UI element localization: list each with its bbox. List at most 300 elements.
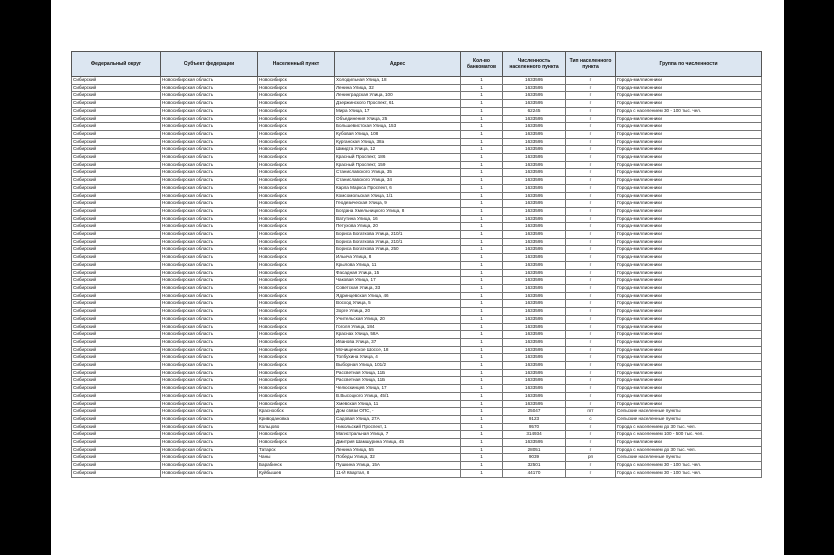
- table-cell: 1633595: [503, 200, 566, 208]
- table-row: [72, 107, 762, 115]
- table-cell: Новосибирск: [258, 154, 335, 162]
- table-cell: Новосибирск: [258, 92, 335, 100]
- table-cell: Города-миллионники: [616, 277, 762, 285]
- table-cell: 1: [461, 408, 503, 416]
- table-cell: Новосибирск: [258, 100, 335, 108]
- table-cell: Сибирский: [72, 123, 161, 131]
- table-cell: Новосибирская область: [161, 323, 258, 331]
- table-cell: Города-миллионники: [616, 308, 762, 316]
- table-cell: Новосибирская область: [161, 254, 258, 262]
- table-row: [72, 215, 762, 223]
- table-cell: Новосибирская область: [161, 338, 258, 346]
- table-cell: Новосибирская область: [161, 115, 258, 123]
- table-cell: Сибирский: [72, 177, 161, 185]
- table-cell: 1: [461, 431, 503, 439]
- table-cell: 1: [461, 200, 503, 208]
- table-cell: Большевистская Улица, 153: [335, 123, 461, 131]
- table-cell: 1633595: [503, 231, 566, 239]
- table-cell: 1633595: [503, 92, 566, 100]
- table-cell: Чаковая Улица, 17: [335, 277, 461, 285]
- table-cell: г: [566, 439, 616, 447]
- table-cell: Сибирский: [72, 338, 161, 346]
- table-cell: Новосибирск: [258, 308, 335, 316]
- table-cell: Города-миллионники: [616, 231, 762, 239]
- table-cell: Ленинградская Улица, 100: [335, 92, 461, 100]
- table-cell: Ильича Улица, 8: [335, 254, 461, 262]
- table-cell: Краснообск: [258, 408, 335, 416]
- table-cell: Города с населением 30 - 100 тыс. чел.: [616, 107, 762, 115]
- table-cell: 1: [461, 115, 503, 123]
- table-cell: г: [566, 369, 616, 377]
- table-cell: Новосибирская область: [161, 231, 258, 239]
- table-cell: г: [566, 346, 616, 354]
- table-cell: Новосибирск: [258, 439, 335, 447]
- table-cell: Города с населением 100 - 500 тыс. чел.: [616, 431, 762, 439]
- table-row: [72, 377, 762, 385]
- table-cell: Новосибирск: [258, 184, 335, 192]
- table-cell: Новосибирская область: [161, 154, 258, 162]
- table-cell: Советская Улица, 33: [335, 284, 461, 292]
- table-cell: Новосибирская область: [161, 169, 258, 177]
- table-cell: г: [566, 400, 616, 408]
- table-cell: Города-миллионники: [616, 284, 762, 292]
- table-cell: Новосибирская область: [161, 261, 258, 269]
- table-cell: Новосибирская область: [161, 308, 258, 316]
- table-cell: Города-миллионники: [616, 207, 762, 215]
- table-cell: г: [566, 338, 616, 346]
- table-cell: Города-миллионники: [616, 100, 762, 108]
- table-cell: 1: [461, 215, 503, 223]
- table-cell: Города-миллионники: [616, 369, 762, 377]
- table-cell: Новосибирская область: [161, 300, 258, 308]
- table-cell: 1633595: [503, 207, 566, 215]
- table-cell: Новосибирская область: [161, 462, 258, 470]
- table-cell: Татарск: [258, 446, 335, 454]
- table-cell: Учительская Улица, 20: [335, 315, 461, 323]
- table-cell: Города с населением до 30 тыс. чел.: [616, 446, 762, 454]
- table-cell: Города-миллионники: [616, 292, 762, 300]
- table-row: [72, 400, 762, 408]
- table-cell: 1: [461, 223, 503, 231]
- table-cell: г: [566, 431, 616, 439]
- table-cell: Иванова Улица, 37: [335, 338, 461, 346]
- table-cell: 1633595: [503, 223, 566, 231]
- table-cell: 1: [461, 362, 503, 370]
- table-cell: 11-Й Квартал, 8: [335, 469, 461, 477]
- table-row: [72, 446, 762, 454]
- table-cell: Новосибирск: [258, 130, 335, 138]
- table-cell: Сибирский: [72, 308, 161, 316]
- table-row: [72, 408, 762, 416]
- table-cell: Новосибирская область: [161, 400, 258, 408]
- table-cell: Дзержинского Проспект, 61: [335, 100, 461, 108]
- table-row: [72, 362, 762, 370]
- table-row: [72, 130, 762, 138]
- table-row: [72, 392, 762, 400]
- table-row: [72, 84, 762, 92]
- table-cell: 1: [461, 331, 503, 339]
- table-cell: 28051: [503, 446, 566, 454]
- table-cell: Новосибирск: [258, 354, 335, 362]
- table-cell: Крылова Улица, 11: [335, 261, 461, 269]
- table-cell: Города-миллионники: [616, 261, 762, 269]
- table-cell: Сельские населенные пункты: [616, 408, 762, 416]
- table-cell: Сибирский: [72, 115, 161, 123]
- table-cell: Сибирский: [72, 231, 161, 239]
- table-cell: г: [566, 223, 616, 231]
- table-cell: г: [566, 146, 616, 154]
- table-cell: Города-миллионники: [616, 169, 762, 177]
- table-cell: г: [566, 261, 616, 269]
- table-cell: г: [566, 362, 616, 370]
- table-cell: Сибирский: [72, 315, 161, 323]
- table-cell: Города-миллионники: [616, 161, 762, 169]
- table-cell: 1: [461, 154, 503, 162]
- table-cell: Новосибирск: [258, 238, 335, 246]
- table-cell: 1633595: [503, 308, 566, 316]
- table-cell: 1: [461, 138, 503, 146]
- table-cell: Города-миллионники: [616, 192, 762, 200]
- table-cell: Новосибирск: [258, 385, 335, 393]
- table-cell: Хмевская Улица, 11: [335, 400, 461, 408]
- table-cell: 1633595: [503, 269, 566, 277]
- table-cell: 1: [461, 254, 503, 262]
- table-cell: В.Высоцкого Улица, 45/1: [335, 392, 461, 400]
- table-cell: 1: [461, 84, 503, 92]
- table-cell: 1: [461, 77, 503, 85]
- table-cell: Дом связи ОПС, -: [335, 408, 461, 416]
- table-cell: 1633595: [503, 77, 566, 85]
- table-cell: Сибирский: [72, 192, 161, 200]
- table-cell: 62245: [503, 107, 566, 115]
- table-cell: г: [566, 392, 616, 400]
- table-cell: Города-миллионники: [616, 92, 762, 100]
- table-cell: 1633595: [503, 385, 566, 393]
- table-row: [72, 231, 762, 239]
- table-cell: 1: [461, 292, 503, 300]
- table-cell: Новосибирская область: [161, 123, 258, 131]
- table-cell: Ленина Улица, 32: [335, 84, 461, 92]
- table-row: [72, 415, 762, 423]
- table-cell: 1: [461, 123, 503, 131]
- table-cell: Сибирский: [72, 138, 161, 146]
- table-cell: Сибирский: [72, 377, 161, 385]
- table-cell: Новосибирск: [258, 300, 335, 308]
- table-cell: г: [566, 246, 616, 254]
- table-cell: Города с населением 30 - 100 тыс. чел.: [616, 469, 762, 477]
- table-cell: Сибирский: [72, 215, 161, 223]
- table-cell: Новосибирская область: [161, 200, 258, 208]
- table-cell: Новосибирская область: [161, 431, 258, 439]
- table-row: [72, 100, 762, 108]
- table-cell: Барабинск: [258, 462, 335, 470]
- table-cell: 1633595: [503, 161, 566, 169]
- table-cell: Сибирский: [72, 323, 161, 331]
- table-cell: 1633595: [503, 215, 566, 223]
- table-cell: г: [566, 84, 616, 92]
- table-row: [72, 431, 762, 439]
- atm-table: [71, 51, 762, 478]
- table-cell: г: [566, 231, 616, 239]
- table-cell: Красный Проспект, 186: [335, 154, 461, 162]
- table-cell: 1: [461, 100, 503, 108]
- table-cell: 1: [461, 462, 503, 470]
- table-cell: г: [566, 200, 616, 208]
- table-cell: 1: [461, 161, 503, 169]
- table-row: [72, 423, 762, 431]
- table-cell: Садовая Улица, 27А: [335, 415, 461, 423]
- table-cell: 1633595: [503, 184, 566, 192]
- table-cell: Рассветная Улица, 11Б: [335, 377, 461, 385]
- table-cell: г: [566, 308, 616, 316]
- table-cell: Новосибирск: [258, 315, 335, 323]
- table-cell: Новосибирская область: [161, 84, 258, 92]
- table-cell: 1633595: [503, 100, 566, 108]
- table-cell: 1: [461, 315, 503, 323]
- table-cell: Города-миллионники: [616, 439, 762, 447]
- table-cell: 1: [461, 308, 503, 316]
- table-cell: Новосибирск: [258, 254, 335, 262]
- table-cell: Новосибирская область: [161, 92, 258, 100]
- table-cell: Города-миллионники: [616, 269, 762, 277]
- table-cell: г: [566, 446, 616, 454]
- table-cell: Сибирский: [72, 169, 161, 177]
- table-row: [72, 115, 762, 123]
- table-cell: 1633595: [503, 146, 566, 154]
- table-cell: 1: [461, 338, 503, 346]
- table-cell: Новосибирск: [258, 392, 335, 400]
- table-cell: Новосибирская область: [161, 184, 258, 192]
- table-cell: Новосибирская область: [161, 354, 258, 362]
- column-header: Численность населенного пункта: [503, 52, 566, 77]
- table-cell: Города-миллионники: [616, 362, 762, 370]
- table-cell: Никольский Проспект, 1: [335, 423, 461, 431]
- table-cell: г: [566, 423, 616, 431]
- table-cell: Чаны: [258, 454, 335, 462]
- table-cell: Сибирский: [72, 446, 161, 454]
- table-cell: Города-миллионники: [616, 84, 762, 92]
- table-cell: Новосибирск: [258, 161, 335, 169]
- table-cell: Бориса Богаткова Улица, 250: [335, 246, 461, 254]
- table-cell: Сибирский: [72, 146, 161, 154]
- table-cell: 1: [461, 423, 503, 431]
- table-cell: 1633595: [503, 261, 566, 269]
- table-cell: Ядринцевская Улица, 46: [335, 292, 461, 300]
- table-cell: 1633595: [503, 300, 566, 308]
- table-cell: Куйбышев: [258, 469, 335, 477]
- table-cell: Новосибирская область: [161, 177, 258, 185]
- table-cell: Сибирский: [72, 362, 161, 370]
- table-cell: рп: [566, 454, 616, 462]
- table-cell: Сибирский: [72, 400, 161, 408]
- table-cell: г: [566, 238, 616, 246]
- table-cell: Новосибирская область: [161, 77, 258, 85]
- table-cell: с: [566, 415, 616, 423]
- table-cell: г: [566, 154, 616, 162]
- table-cell: 1633595: [503, 246, 566, 254]
- table-cell: Новосибирская область: [161, 284, 258, 292]
- table-row: [72, 77, 762, 85]
- table-cell: Новосибирская область: [161, 415, 258, 423]
- table-cell: Сибирский: [72, 254, 161, 262]
- table-cell: Сибирский: [72, 100, 161, 108]
- table-cell: 1633595: [503, 84, 566, 92]
- table-cell: г: [566, 254, 616, 262]
- table-cell: г: [566, 107, 616, 115]
- table-cell: 1633595: [503, 331, 566, 339]
- table-cell: Бориса Богаткова Улица, 210/1: [335, 238, 461, 246]
- table-cell: Города-миллионники: [616, 177, 762, 185]
- table-cell: 1633595: [503, 130, 566, 138]
- table-cell: г: [566, 354, 616, 362]
- table-cell: Сибирский: [72, 408, 161, 416]
- column-header: Кол-во банкоматов: [461, 52, 503, 77]
- table-cell: Города-миллионники: [616, 115, 762, 123]
- table-cell: г: [566, 284, 616, 292]
- table-cell: Города-миллионники: [616, 146, 762, 154]
- table-row: [72, 184, 762, 192]
- table-row: [72, 454, 762, 462]
- table-header-row: [72, 52, 762, 77]
- table-cell: Новосибирская область: [161, 439, 258, 447]
- table-cell: Новосибирская область: [161, 107, 258, 115]
- table-row: [72, 223, 762, 231]
- table-cell: Сельские населенные пункты: [616, 415, 762, 423]
- table-cell: Богдана Хмельницкого Улица, 8: [335, 207, 461, 215]
- table-cell: 1633595: [503, 115, 566, 123]
- table-row: [72, 331, 762, 339]
- table-cell: 9123: [503, 415, 566, 423]
- table-cell: Новосибирская область: [161, 292, 258, 300]
- table-cell: 1: [461, 377, 503, 385]
- table-cell: Новосибирск: [258, 231, 335, 239]
- table-cell: Новосибирск: [258, 369, 335, 377]
- table-cell: Новосибирск: [258, 331, 335, 339]
- table-row: [72, 300, 762, 308]
- table-cell: Новосибирская область: [161, 100, 258, 108]
- column-header: Адрес: [335, 52, 461, 77]
- table-cell: Комсомольская Улица, 1/1: [335, 192, 461, 200]
- table-cell: Сибирский: [72, 207, 161, 215]
- table-cell: 1: [461, 323, 503, 331]
- table-cell: Мира Улица, 17: [335, 107, 461, 115]
- table-cell: Новосибирск: [258, 115, 335, 123]
- table-cell: 1: [461, 415, 503, 423]
- table-cell: 1633595: [503, 254, 566, 262]
- table-cell: 1: [461, 246, 503, 254]
- table-cell: Станиславского Улица, 35: [335, 169, 461, 177]
- table-cell: Новосибирск: [258, 107, 335, 115]
- table-cell: 25047: [503, 408, 566, 416]
- table-cell: г: [566, 462, 616, 470]
- table-cell: Города-миллионники: [616, 254, 762, 262]
- table-cell: 1: [461, 207, 503, 215]
- table-cell: Курганская Улица, 38а: [335, 138, 461, 146]
- table-cell: Победы Улица, 32: [335, 454, 461, 462]
- table-cell: Новосибирская область: [161, 408, 258, 416]
- table-cell: Кубовая Улица, 108: [335, 130, 461, 138]
- table-row: [72, 469, 762, 477]
- table-cell: Краснах Улица, 58А: [335, 331, 461, 339]
- table-cell: г: [566, 92, 616, 100]
- table-cell: Новосибирская область: [161, 215, 258, 223]
- table-cell: Города-миллионники: [616, 200, 762, 208]
- table-cell: Новосибирская область: [161, 469, 258, 477]
- table-cell: 1: [461, 107, 503, 115]
- table-cell: Новосибирская область: [161, 138, 258, 146]
- table-cell: Сибирский: [72, 269, 161, 277]
- table-cell: 1633595: [503, 323, 566, 331]
- table-cell: 1: [461, 261, 503, 269]
- table-cell: Сибирский: [72, 92, 161, 100]
- table-cell: Выборная Улица, 101/2: [335, 362, 461, 370]
- table-cell: г: [566, 130, 616, 138]
- table-row: [72, 439, 762, 447]
- table-cell: 1633595: [503, 338, 566, 346]
- table-cell: Холодильная Улица, 18: [335, 77, 461, 85]
- table-cell: Города-миллионники: [616, 123, 762, 131]
- table-cell: г: [566, 300, 616, 308]
- table-row: [72, 308, 762, 316]
- table-cell: Ватутина Улица, 16: [335, 215, 461, 223]
- table-cell: Сибирский: [72, 154, 161, 162]
- table-cell: Новосибирск: [258, 400, 335, 408]
- table-cell: Мочищенское Шоссе, 18: [335, 346, 461, 354]
- table-cell: г: [566, 277, 616, 285]
- table-cell: Дмитрия Шамшурина Улица, 45: [335, 439, 461, 447]
- table-cell: Новосибирская область: [161, 423, 258, 431]
- table-cell: г: [566, 115, 616, 123]
- table-row: [72, 177, 762, 185]
- table-cell: г: [566, 377, 616, 385]
- table-row: [72, 462, 762, 470]
- table-cell: Сибирский: [72, 331, 161, 339]
- table-cell: Шмидта Улица, 12: [335, 146, 461, 154]
- table-row: [72, 261, 762, 269]
- table-cell: 1: [461, 354, 503, 362]
- table-cell: Сельские населенные пункты: [616, 454, 762, 462]
- table-cell: Новосибирск: [258, 215, 335, 223]
- table-cell: Красный Проспект, 159: [335, 161, 461, 169]
- table-cell: 1: [461, 277, 503, 285]
- table-row: [72, 146, 762, 154]
- table-cell: Новосибирск: [258, 377, 335, 385]
- table-cell: Сибирский: [72, 161, 161, 169]
- column-header: Федеральный округ: [72, 52, 161, 77]
- table-cell: Новосибирская область: [161, 331, 258, 339]
- table-cell: Города-миллионники: [616, 385, 762, 393]
- table-row: [72, 385, 762, 393]
- table-cell: Новосибирск: [258, 123, 335, 131]
- table-cell: Города-миллионники: [616, 346, 762, 354]
- table-cell: Города-миллионники: [616, 223, 762, 231]
- table-cell: Новосибирск: [258, 269, 335, 277]
- table-cell: 1: [461, 92, 503, 100]
- table-cell: Новосибирск: [258, 146, 335, 154]
- table-cell: Новосибирская область: [161, 446, 258, 454]
- table-cell: Новосибирск: [258, 223, 335, 231]
- table-cell: Новосибирск: [258, 346, 335, 354]
- table-cell: 1: [461, 369, 503, 377]
- table-cell: Сибирский: [72, 284, 161, 292]
- table-cell: 1: [461, 192, 503, 200]
- table-cell: 1633595: [503, 123, 566, 131]
- table-cell: Новосибирская область: [161, 362, 258, 370]
- table-cell: 32501: [503, 462, 566, 470]
- table-cell: Криводановка: [258, 415, 335, 423]
- table-cell: 1: [461, 130, 503, 138]
- table-cell: Сибирский: [72, 431, 161, 439]
